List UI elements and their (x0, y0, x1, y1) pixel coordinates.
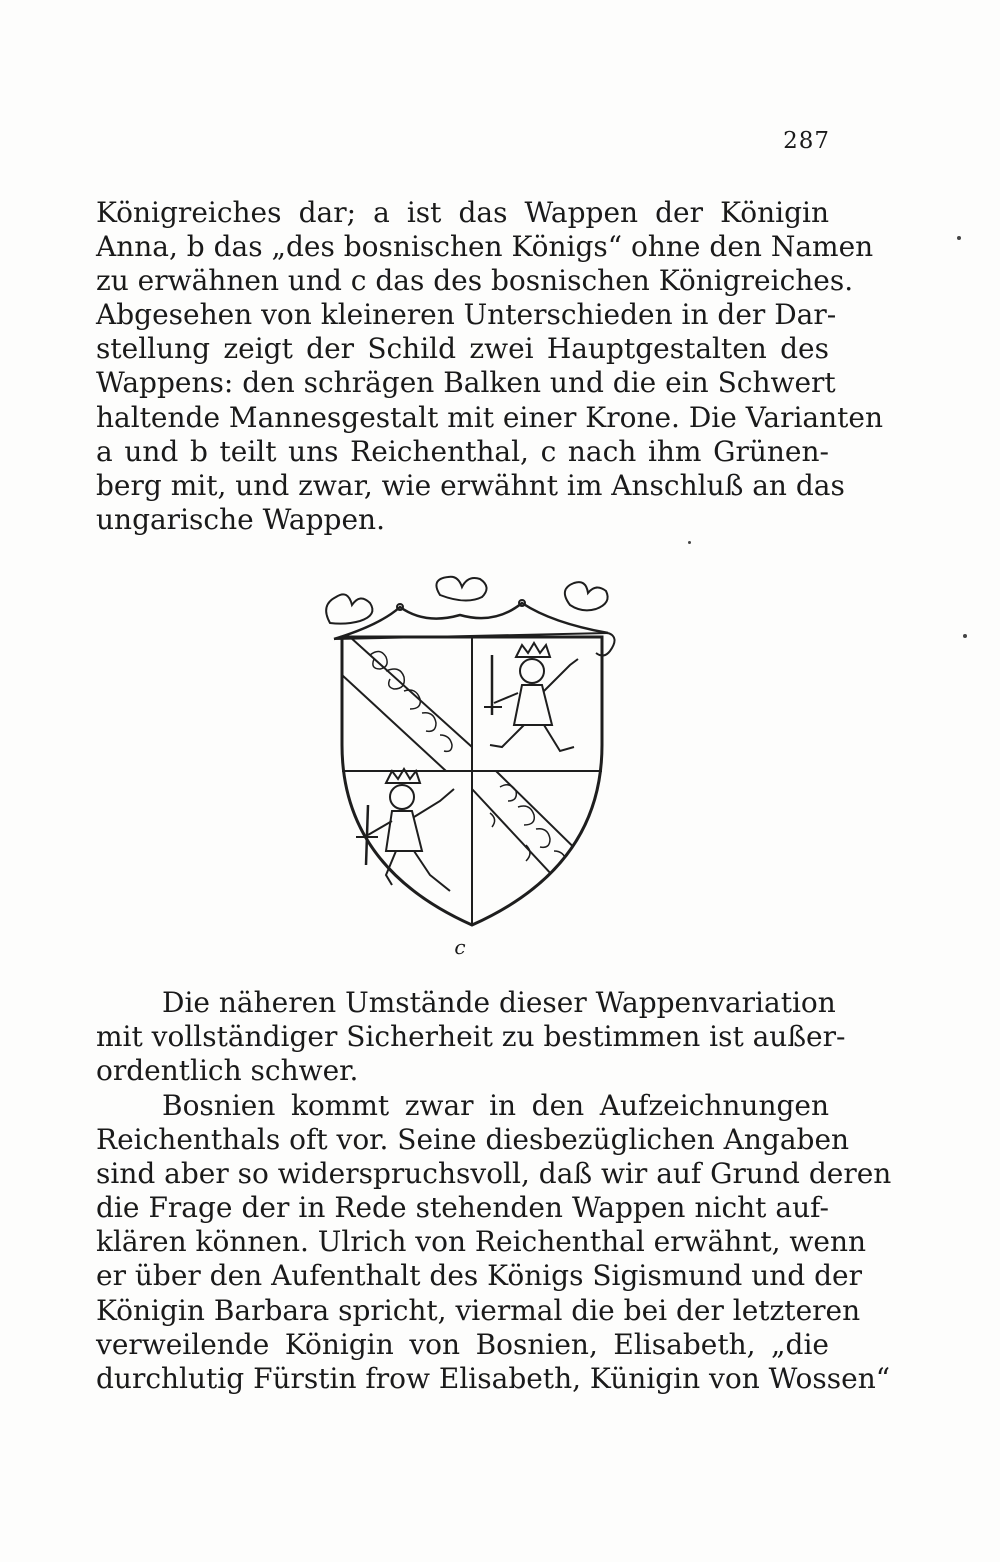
text-line: Wappens: den schrägen Balken und die ein Schwert (96, 366, 836, 400)
print-speck (688, 541, 691, 544)
print-speck (957, 236, 961, 240)
coat-of-arms-illustration (290, 575, 630, 935)
text-line: berg mit, und zwar, wie erwähnt im Anschluß an das (96, 468, 845, 502)
text-line: die Frage der in Rede stehenden Wappen nicht auf- (96, 1191, 829, 1225)
text-line: sind aber so widerspruchsvoll, daß wir auf Grund deren (96, 1157, 892, 1191)
text-line: haltende Mannesgestalt mit einer Krone. Die Varianten (96, 400, 883, 434)
paragraph-1 (96, 196, 883, 537)
coat-of-arms-figure (290, 575, 630, 975)
text-line: stellung zeigt der Schild zwei Hauptgestalten des (96, 332, 829, 366)
crowned-swordsman-icon (484, 643, 578, 751)
text-line: Die näheren Umstände dieser Wappenvariation (162, 986, 836, 1019)
text-line: Abgesehen von kleineren Unterschieden in der Dar- (96, 298, 837, 332)
text-line: Reichenthals oft vor. Seine diesbezüglichen Angaben (96, 1123, 850, 1157)
text-line: Bosnien kommt zwar in den Aufzeichnungen (162, 1089, 829, 1122)
ornament-icon (370, 651, 566, 867)
print-speck (963, 634, 967, 638)
text-line: klären können. Ulrich von Reichenthal erwähnt, wenn (96, 1225, 867, 1259)
text-line: zu erwähnen und c das des bosnischen Königreiches. (96, 264, 854, 298)
page-number: 287 (783, 128, 830, 154)
text-line: Königin Barbara spricht, viermal die bei der letzteren (96, 1293, 861, 1327)
crown-icon (326, 577, 614, 656)
text-line: mit vollständiger Sicherheit zu bestimmen ist außer- (96, 1020, 846, 1054)
text-line: ordentlich schwer. (96, 1054, 359, 1088)
crowned-swordsman-icon (356, 769, 454, 891)
text-line: ungarische Wappen. (96, 502, 385, 536)
text-line: durchlutig Fürstin frow Elisabeth, Künigin von Wossen“ (96, 1361, 891, 1395)
text-line: a und b teilt uns Reichenthal, c nach ihm Grünen- (96, 434, 829, 468)
text-line: verweilende Königin von Bosnien, Elisabeth, „die (96, 1327, 829, 1361)
text-line: Königreiches dar; a ist das Wappen der Königin (96, 196, 829, 229)
paragraph-2 (96, 986, 846, 1088)
paragraph-3 (96, 1089, 892, 1396)
text-line: Anna, b das „des bosnischen Königs“ ohne den Namen (96, 230, 874, 264)
text-line: er über den Aufenthalt des Königs Sigismund und der (96, 1259, 862, 1293)
figure-caption: c (454, 935, 466, 959)
